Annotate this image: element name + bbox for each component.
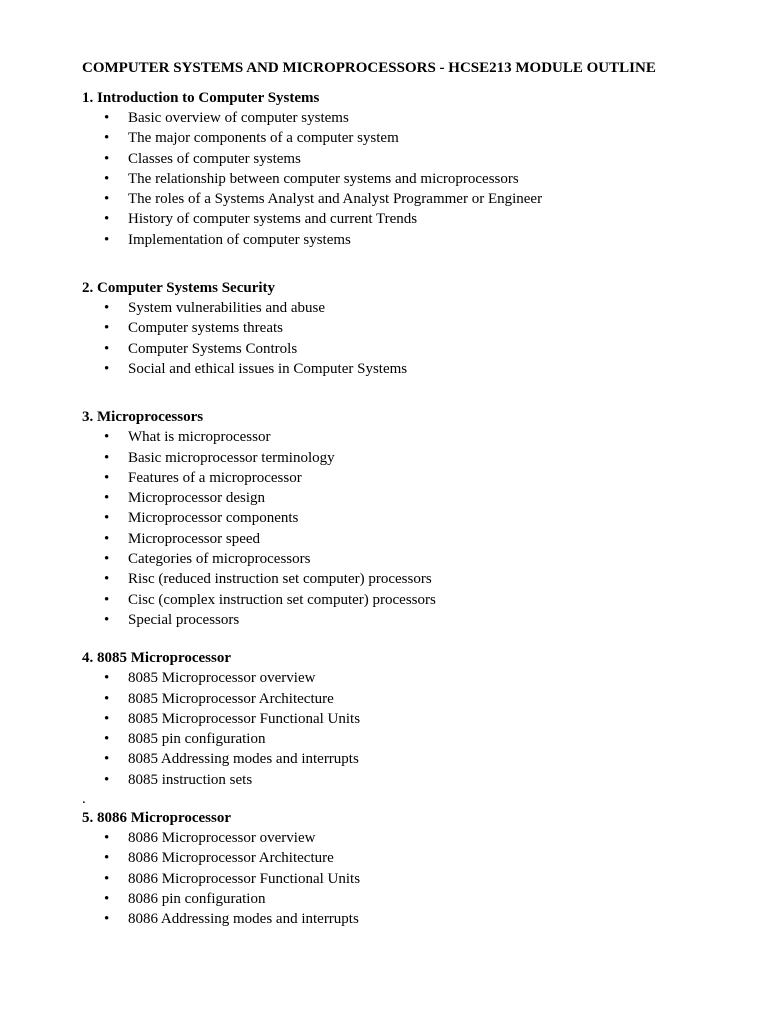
bullet-icon: • <box>104 690 110 707</box>
list-item-text: Microprocessor components <box>128 510 299 527</box>
bullet-icon: • <box>104 340 110 357</box>
bullet-icon: • <box>104 830 110 847</box>
list-item-text: Computer Systems Controls <box>128 340 298 357</box>
bullet-icon: • <box>104 591 110 608</box>
bullet-icon: • <box>104 429 110 446</box>
stray-period: . <box>82 791 86 808</box>
bullet-icon: • <box>104 231 110 248</box>
topic-list <box>82 427 722 630</box>
section-heading: 3. Microprocessors <box>82 409 204 426</box>
list-item <box>82 668 722 688</box>
list-item <box>82 209 722 229</box>
list-item <box>82 610 722 630</box>
list-item-text: What is microprocessor <box>128 429 271 446</box>
list-item <box>82 889 722 909</box>
bullet-icon: • <box>104 110 110 126</box>
list-item <box>82 749 722 769</box>
section-introduction <box>82 88 722 250</box>
bullet-icon: • <box>104 731 110 748</box>
list-item-text: Basic microprocessor terminology <box>128 449 335 466</box>
list-item <box>82 848 722 868</box>
bullet-icon: • <box>104 211 110 228</box>
bullet-icon: • <box>104 611 110 628</box>
bullet-icon: • <box>104 449 110 466</box>
document-page <box>82 58 722 930</box>
bullet-icon: • <box>104 360 110 377</box>
section-security <box>82 278 722 379</box>
section-spacer <box>82 250 722 278</box>
list-item <box>82 298 722 318</box>
section-8085 <box>82 648 722 790</box>
topic-list <box>82 108 722 250</box>
list-item <box>82 689 722 709</box>
section-spacer <box>82 630 722 648</box>
list-item-text: History of computer systems and current Trends <box>128 211 418 228</box>
list-item <box>82 169 722 189</box>
document-title: COMPUTER SYSTEMS AND MICROPROCESSORS - HCSE213 MODULE OUTLINE <box>82 60 656 76</box>
list-item <box>82 828 722 848</box>
bullet-icon: • <box>104 469 110 486</box>
list-item-text: 8085 Microprocessor overview <box>128 670 316 687</box>
section-heading: 5. 8086 Microprocessor <box>82 810 231 827</box>
list-item-text: 8085 Addressing modes and interrupts <box>128 751 359 768</box>
bullet-icon: • <box>104 670 110 687</box>
list-item <box>82 569 722 589</box>
list-item <box>82 189 722 209</box>
section-spacer <box>82 379 722 407</box>
bullet-icon: • <box>104 710 110 727</box>
list-item <box>82 128 722 148</box>
bullet-icon: • <box>104 170 110 187</box>
list-item <box>82 427 722 447</box>
list-item-text: Cisc (complex instruction set computer) processors <box>128 591 436 608</box>
list-item-text: 8086 Microprocessor Architecture <box>128 850 334 867</box>
list-item-text: Categories of microprocessors <box>128 551 311 568</box>
list-item <box>82 448 722 468</box>
list-item-text: The major components of a computer system <box>128 130 399 147</box>
section-8086 <box>82 808 722 929</box>
section-heading: 1. Introduction to Computer Systems <box>82 90 320 106</box>
list-item-text: Basic overview of computer systems <box>128 110 349 126</box>
list-item <box>82 770 722 790</box>
bullet-icon: • <box>104 490 110 507</box>
section-microprocessors <box>82 407 722 630</box>
list-item-text: The relationship between computer systems and microprocessors <box>128 170 519 187</box>
list-item <box>82 709 722 729</box>
list-item-text: Microprocessor design <box>128 490 266 507</box>
list-item <box>82 729 722 749</box>
list-item <box>82 318 722 338</box>
section-heading: 4. 8085 Microprocessor <box>82 650 231 667</box>
list-item-text: Computer systems threats <box>128 320 283 337</box>
list-item <box>82 149 722 169</box>
topic-list <box>82 298 722 379</box>
bullet-icon: • <box>104 130 110 147</box>
bullet-icon: • <box>104 870 110 887</box>
list-item <box>82 230 722 250</box>
bullet-icon: • <box>104 890 110 907</box>
list-item-text: Social and ethical issues in Computer Systems <box>128 360 408 377</box>
topic-list <box>82 828 722 929</box>
list-item <box>82 869 722 889</box>
topic-list <box>82 668 722 790</box>
list-item <box>82 529 722 549</box>
list-item-text: Features of a microprocessor <box>128 469 302 486</box>
list-item-text: 8085 Microprocessor Functional Units <box>128 710 361 727</box>
list-item-text: Implementation of computer systems <box>128 231 351 248</box>
list-item <box>82 508 722 528</box>
bullet-icon: • <box>104 320 110 337</box>
list-item <box>82 468 722 488</box>
bullet-icon: • <box>104 150 110 167</box>
list-item <box>82 488 722 508</box>
bullet-icon: • <box>104 751 110 768</box>
list-item-text: 8085 instruction sets <box>128 771 253 788</box>
list-item <box>82 549 722 569</box>
list-item-text: 8086 Microprocessor overview <box>128 830 316 847</box>
list-item <box>82 108 722 128</box>
list-item-text: Special processors <box>128 611 240 628</box>
list-item <box>82 359 722 379</box>
bullet-icon: • <box>104 571 110 588</box>
list-item-text: Microprocessor speed <box>128 530 261 547</box>
section-heading: 2. Computer Systems Security <box>82 280 276 297</box>
bullet-icon: • <box>104 510 110 527</box>
list-item-text: 8086 Microprocessor Functional Units <box>128 870 361 887</box>
bullet-icon: • <box>104 551 110 568</box>
list-item-text: Classes of computer systems <box>128 150 301 167</box>
bullet-icon: • <box>104 771 110 788</box>
list-item-text: 8085 Microprocessor Architecture <box>128 690 334 707</box>
list-item <box>82 909 722 929</box>
list-item-text: The roles of a Systems Analyst and Analyst Programmer or Engineer <box>128 191 543 208</box>
list-item-text: 8085 pin configuration <box>128 731 266 748</box>
list-item-text: 8086 Addressing modes and interrupts <box>128 911 359 928</box>
list-item <box>82 339 722 359</box>
bullet-icon: • <box>104 911 110 928</box>
list-item-text: 8086 pin configuration <box>128 890 266 907</box>
bullet-icon: • <box>104 530 110 547</box>
list-item-text: System vulnerabilities and abuse <box>128 300 326 317</box>
list-item-text: Risc (reduced instruction set computer) processors <box>128 571 432 588</box>
bullet-icon: • <box>104 191 110 208</box>
bullet-icon: • <box>104 300 110 317</box>
bullet-icon: • <box>104 850 110 867</box>
list-item <box>82 590 722 610</box>
